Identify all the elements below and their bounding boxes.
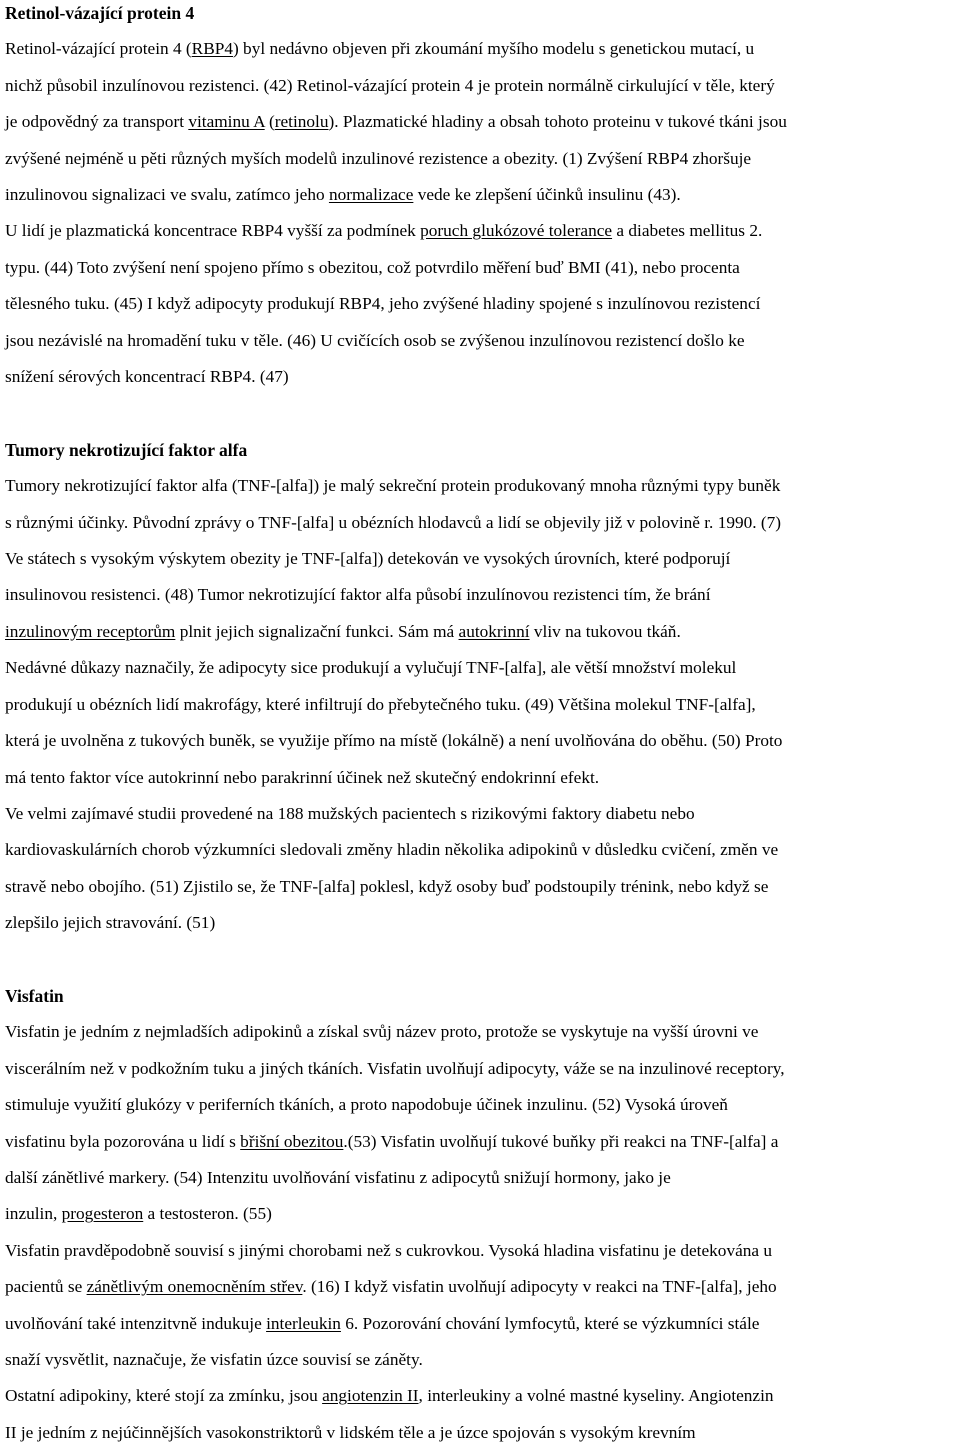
text-segment: snaží vysvětlit, naznačuje, že visfatin úzce souvisí se záněty. [5, 1350, 423, 1369]
text-line [5, 68, 955, 104]
text-segment: uvolňování také intenzitvně indukuje [5, 1313, 267, 1333]
text-line [5, 1415, 955, 1451]
text-segment: snížení sérových koncentrací RBP4. (47) [5, 367, 289, 387]
text-segment: a testosteron. (55) [143, 1204, 272, 1224]
text-line [5, 1342, 955, 1378]
text-segment: Tumory nekrotizující faktor alfa (TNF-[alfa]) je malý sekreční protein produkovaný mnoha různými typy buněk [5, 476, 781, 496]
text-segment: .(53) Visfatin uvolňují tukové buňky při reakci na TNF-[alfa] a [343, 1131, 779, 1151]
text-line [5, 505, 955, 541]
hyperlink[interactable]: poruch glukózové tolerance [420, 221, 613, 241]
text-segment: jsou nezávislé na hromadění tuku v těle. (46) U cvičících osob se zvýšenou inzulínovou rezistencí došlo ke [5, 330, 745, 350]
text-segment: má tento faktor více autokrinní nebo parakrinní účinek než skutečný endokrinní efekt. [5, 767, 600, 787]
section-body-rbp4 [5, 31, 955, 395]
hyperlink[interactable]: břišní obezitou [240, 1131, 344, 1151]
text-segment: 6. Pozorování chování lymfocytů, které se výzkumníci stále [340, 1313, 760, 1333]
text-line [5, 141, 955, 177]
text-segment: Nedávné důkazy naznačily, že adipocyty sice produkují a vylučují TNF-[alfa], ale větší množství molekul [5, 658, 737, 678]
text-line [5, 905, 955, 941]
text-segment: stravě nebo obojího. (51) Zjistilo se, že TNF-[alfa] poklesl, když osoby buď podstoupily trénink, nebo když se [5, 876, 769, 896]
section-body-tnf-alfa [5, 468, 955, 941]
text-line [5, 31, 955, 67]
text-segment: plnit jejich signalizační funkci. Sám má [175, 621, 459, 641]
section-title-rbp4: Retinol-vázající protein 4 [5, 3, 195, 23]
text-segment: II je jedním z nejúčinnějších vasokonstriktorů v lidském těle a je úzce spojován s vysokým krevním [5, 1422, 696, 1442]
text-line [5, 650, 955, 686]
text-segment: inzulin, [5, 1204, 62, 1224]
text-segment: pacientů se [5, 1277, 87, 1297]
text-line [5, 250, 955, 286]
text-segment: Visfatin pravděpodobně souvisí s jinými chorobami než s cukrovkou. Vysoká hladina visfatinu je detekována u [5, 1240, 773, 1260]
text-segment: ). Plazmatické hladiny a obsah tohoto proteinu v tukové tkáni jsou [328, 112, 787, 132]
text-segment: zlepšilo jejich stravování. (51) [5, 913, 216, 933]
text-segment: zvýšené nejméně u pěti různých myších modelů inzulinové rezistence a obezity. (1) Zvýšení RBP4 zhoršuje [5, 148, 752, 168]
hyperlink[interactable]: angiotenzin II [322, 1386, 419, 1406]
text-line [5, 468, 955, 504]
text-segment: inzulinovou signalizaci ve svalu, zatímco jeho [5, 185, 329, 205]
hyperlink[interactable]: interleukin [266, 1313, 341, 1333]
text-segment: Ve velmi zajímavé studii provedené na 188 mužských pacientech s rizikovými faktory diabetu nebo [5, 803, 695, 823]
text-segment: U lidí je plazmatická koncentrace RBP4 vyšší za podmínek [5, 221, 421, 241]
text-segment: ( [264, 112, 275, 132]
text-segment: je odpovědný za transport [5, 112, 189, 132]
text-line [5, 1269, 955, 1305]
text-line [5, 1306, 955, 1342]
text-segment: . (16) I když visfatin uvolňují adipocyty v reakci na TNF-[alfa], jeho [302, 1277, 777, 1297]
hyperlink[interactable]: vitaminu A [188, 112, 265, 132]
text-line [5, 1124, 955, 1160]
text-segment: stimuluje využití glukózy v periferních tkáních, a proto napodobuje účinek inzulinu. (52) Vysoká úroveň [5, 1095, 728, 1115]
text-segment: viscerálním než v podkožním tuku a jiných tkáních. Visfatin uvolňují adipocyty, váže se na inzulinové receptory, [5, 1058, 785, 1078]
text-segment: insulinovou resistenci. (48) Tumor nekrotizující faktor alfa působí inzulínovou rezistenci tím, že brání [5, 585, 711, 605]
text-segment: Retinol-vázající protein 4 ( [5, 39, 192, 59]
text-line [5, 1087, 955, 1123]
text-line [5, 359, 955, 395]
text-line [5, 1196, 955, 1232]
text-line [5, 104, 955, 140]
section-title-visfatin: Visfatin [5, 985, 64, 1006]
text-segment: vede ke zlepšení účinků insulinu (43). [413, 185, 681, 205]
text-segment: typu. (44) Toto zvýšení není spojeno přímo s obezitou, což potvrdilo měření buď BMI (41), nebo procenta [5, 257, 740, 277]
text-segment: Visfatin je jedním z nejmladších adipokinů a získal svůj název proto, protože se vyskytuje na vyšší úrovni ve [5, 1022, 759, 1042]
text-line [5, 796, 955, 832]
text-segment: ) byl nedávno objeven při zkoumání myšího modelu s genetickou mutací, u [232, 39, 755, 59]
text-line [5, 723, 955, 759]
text-segment: , interleukiny a volné mastné kyseliny. Angiotenzin [418, 1386, 774, 1406]
hyperlink[interactable]: zánětlivým onemocněním střev [86, 1277, 303, 1297]
hyperlink[interactable]: retinolu [274, 112, 329, 132]
section-title-tnf-alfa: Tumory nekrotizující faktor alfa [5, 439, 248, 460]
text-segment: Ostatní adipokiny, které stojí za zmínku, jsou [5, 1386, 323, 1406]
text-line [5, 760, 955, 796]
section-spacer [5, 395, 955, 431]
hyperlink[interactable]: inzulinovým receptorům [5, 621, 176, 641]
text-line [5, 541, 955, 577]
text-segment: kardiovaskulárních chorob výzkumníci sledovali změny hladin několika adipokinů v důsledku cvičení, změn ve [5, 840, 779, 860]
text-line [5, 869, 955, 905]
text-line [5, 832, 955, 868]
text-line [5, 213, 955, 249]
text-line [5, 286, 955, 322]
text-segment: další zánětlivé markery. (54) Intenzitu uvolňování visfatinu z adipocytů snižují hormony, jako je [5, 1167, 671, 1187]
text-line [5, 323, 955, 359]
hyperlink[interactable]: progesteron [61, 1204, 144, 1224]
text-segment: a diabetes mellitus 2. [612, 221, 763, 241]
text-segment: produkují u obézních lidí makrofágy, které infiltrují do přebytečného tuku. (49) Většina molekul TNF-[alfa], [5, 694, 756, 714]
text-line [5, 1014, 955, 1050]
section-spacer [5, 942, 955, 978]
hyperlink[interactable]: RBP4 [191, 39, 233, 59]
text-line [5, 1233, 955, 1269]
text-line [5, 577, 955, 613]
text-line [5, 177, 955, 213]
text-segment: s různými účinky. Původní zprávy o TNF-[alfa] u obézních hlodavců a lidí se objevily již v polovině r. 1990. (7) [5, 512, 782, 532]
text-segment: tělesného tuku. (45) I když adipocyty produkují RBP4, jeho zvýšené hladiny spojené s inzulínovou rezistencí [5, 294, 761, 314]
section-body-visfatin [5, 1014, 955, 1451]
text-segment: vliv na tukovou tkáň. [529, 621, 681, 641]
text-line [5, 687, 955, 723]
text-segment: která je uvolněna z tukových buněk, se využije přímo na místě (lokálně) a není uvolňována do oběhu. (50) Proto [5, 731, 783, 751]
hyperlink[interactable]: autokrinní [458, 621, 530, 641]
text-line [5, 1051, 955, 1087]
text-line [5, 614, 955, 650]
text-line [5, 1378, 955, 1414]
text-segment: visfatinu byla pozorována u lidí s [5, 1131, 241, 1151]
text-segment: nichž působil inzulínovou rezistenci. (42) Retinol-vázající protein 4 je protein normálně cirkulující v těle, který [5, 75, 775, 95]
text-line [5, 1160, 955, 1196]
hyperlink[interactable]: normalizace [328, 185, 414, 205]
text-segment: Ve státech s vysokým výskytem obezity je TNF-[alfa]) detekován ve vysokých úrovních, které podporují [5, 549, 731, 569]
